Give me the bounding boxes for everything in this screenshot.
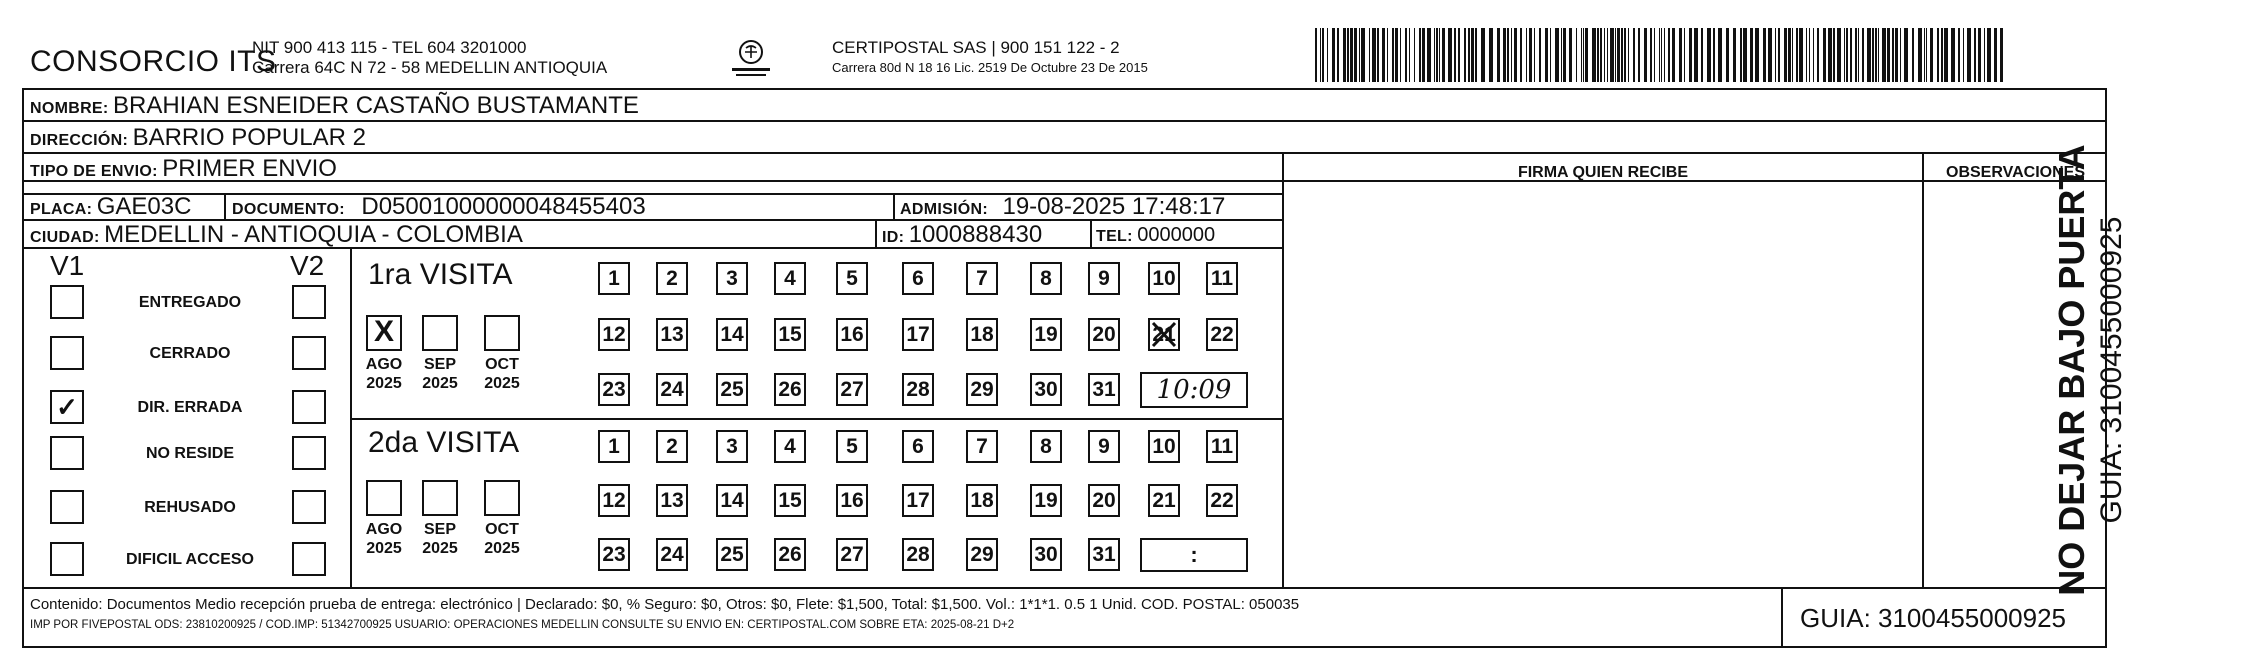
day-number: 31 <box>1092 543 1116 566</box>
day-number: 24 <box>660 543 684 566</box>
day-number: 22 <box>1210 489 1234 512</box>
year-label: 2025 <box>366 540 402 557</box>
day-number: 28 <box>906 378 930 401</box>
v2-header: V2 <box>290 250 325 281</box>
tel-label: TEL: <box>1096 228 1133 245</box>
day-box-1[interactable] <box>598 262 630 295</box>
day-number: 19 <box>1034 323 1058 346</box>
admision-value: 19-08-2025 17:48:17 <box>1002 193 1226 220</box>
id-value: 1000888430 <box>908 221 1043 248</box>
day-number: 8 <box>1040 267 1052 290</box>
day-box-25[interactable] <box>716 373 748 406</box>
day-number: 27 <box>840 543 864 566</box>
day-number: 10 <box>1152 435 1176 458</box>
v2-checkbox[interactable] <box>292 336 326 370</box>
v1-checkbox[interactable] <box>50 436 84 470</box>
status-option-label: DIR. ERRADA <box>137 399 243 416</box>
day-box-18[interactable] <box>966 318 998 351</box>
day-box-5[interactable] <box>836 262 868 295</box>
day-number: 14 <box>720 489 744 512</box>
visit2-title: 2da VISITA <box>368 426 520 459</box>
footer-guia: GUIA: 3100455000925 <box>1800 603 2066 633</box>
day-box-4[interactable] <box>774 430 806 463</box>
visit1-title: 1ra VISITA <box>368 258 513 291</box>
day-number: 21 <box>1152 489 1176 512</box>
day-box-3[interactable] <box>716 262 748 295</box>
day-box-27[interactable] <box>836 538 868 571</box>
nombre-label: NOMBRE: <box>30 100 109 117</box>
day-box-15[interactable] <box>774 484 806 517</box>
nombre-value: BRAHIAN ESNEIDER CASTAÑO BUSTAMANTE <box>113 92 639 119</box>
day-box-7[interactable] <box>966 430 998 463</box>
company-name: CONSORCIO ITS <box>30 45 277 78</box>
day-box-8[interactable] <box>1030 430 1062 463</box>
day-box-27[interactable] <box>836 373 868 406</box>
footer-contents-line: Contenido: Documentos Medio recepción prueba de entrega: electrónico | Declarado: $0, % Seguro: $0, Otros: $0, Flete: $1,500, Total: $1,500. Vol.: 1*1*1. 0.5 1 Unid. COD. POSTAL: 050035 <box>30 596 1300 613</box>
tel-value: 0000000 <box>1137 224 1216 246</box>
month-checkbox-ago[interactable] <box>366 315 402 351</box>
day-number: 16 <box>840 323 864 346</box>
day-box-28[interactable] <box>902 373 934 406</box>
day-number: 3 <box>726 267 738 290</box>
day-box-9[interactable] <box>1088 262 1120 295</box>
day-number: 17 <box>906 489 930 512</box>
day-number: 14 <box>720 323 744 346</box>
day-number: 20 <box>1092 323 1116 346</box>
v1-checkbox[interactable] <box>50 285 84 319</box>
day-number: 23 <box>602 543 626 566</box>
v2-checkbox[interactable] <box>292 285 326 319</box>
day-box-25[interactable] <box>716 538 748 571</box>
day-number: 24 <box>660 378 684 401</box>
day-number: 17 <box>906 323 930 346</box>
day-box-13[interactable] <box>656 318 688 351</box>
day-number: 11 <box>1210 435 1234 458</box>
day-number: 9 <box>1098 267 1110 290</box>
day-box-1[interactable] <box>598 430 630 463</box>
day-number: 5 <box>846 435 858 458</box>
day-number: 25 <box>720 378 744 401</box>
day-box-8[interactable] <box>1030 262 1062 295</box>
month-checkbox-sep[interactable] <box>422 315 458 351</box>
day-box-26[interactable] <box>774 373 806 406</box>
day-number: 18 <box>970 323 994 346</box>
day-number: 30 <box>1034 378 1058 401</box>
id-label: ID: <box>882 229 905 246</box>
day-number: 18 <box>970 489 994 512</box>
day-box-15[interactable] <box>774 318 806 351</box>
v1-checkbox[interactable] <box>50 390 84 424</box>
day-number: 13 <box>660 489 684 512</box>
day-number: 6 <box>912 435 924 458</box>
day-number: 25 <box>720 543 744 566</box>
status-option-label: NO RESIDE <box>145 445 234 462</box>
status-option-label: ENTREGADO <box>138 294 242 311</box>
day-box-24[interactable] <box>656 373 688 406</box>
status-option-label: DIFICIL ACCESO <box>125 551 254 568</box>
visit1-time-box[interactable]: 10:09 <box>1140 372 1248 408</box>
year-label: 2025 <box>484 375 520 392</box>
day-number: 26 <box>778 543 802 566</box>
day-box-26[interactable] <box>774 538 806 571</box>
side-guia: GUIA: 3100455000925 <box>2095 216 2128 524</box>
day-box-2[interactable] <box>656 430 688 463</box>
day-number: 1 <box>608 267 620 290</box>
day-box-13[interactable] <box>656 484 688 517</box>
day-number: 6 <box>912 267 924 290</box>
day-number: 13 <box>660 323 684 346</box>
day-number: 21 <box>1152 323 1176 346</box>
day-number: 8 <box>1040 435 1052 458</box>
day-number: 29 <box>970 378 994 401</box>
day-box-7[interactable] <box>966 262 998 295</box>
day-box-16[interactable] <box>836 484 868 517</box>
v1-checkbox[interactable] <box>50 542 84 576</box>
v2-checkbox[interactable] <box>292 490 326 524</box>
day-number: 30 <box>1034 543 1058 566</box>
day-box-31[interactable] <box>1088 538 1120 571</box>
month-label: AGO <box>365 356 403 373</box>
v1-header: V1 <box>50 250 85 281</box>
day-number: 19 <box>1034 489 1058 512</box>
day-box-16[interactable] <box>836 318 868 351</box>
day-box-19[interactable] <box>1030 484 1062 517</box>
day-box-12[interactable] <box>598 318 630 351</box>
day-box-14[interactable] <box>716 484 748 517</box>
ciudad-value: MEDELLIN - ANTIOQUIA - COLOMBIA <box>104 221 523 248</box>
admision-label: ADMISIÓN: <box>900 201 989 218</box>
day-box-10[interactable] <box>1148 262 1180 295</box>
footer-imp-line: IMP POR FIVEPOSTAL ODS: 23810200925 / COD.IMP: 51342700925 USUARIO: OPERACIONES MEDELLIN CONSULTE SU ENVIO EN: CERTIPOSTAL.COM SOBRE ETA: 2025-08-21 D+2 <box>30 619 1015 631</box>
day-box-12[interactable] <box>598 484 630 517</box>
day-box-6[interactable] <box>902 262 934 295</box>
documento-label: DOCUMENTO: <box>232 201 345 218</box>
day-number: 27 <box>840 378 864 401</box>
day-number: 12 <box>602 489 626 512</box>
day-box-21[interactable] <box>1148 484 1180 517</box>
day-box-18[interactable] <box>966 484 998 517</box>
day-box-4[interactable] <box>774 262 806 295</box>
carrier-address-line: Carrera 80d N 18 16 Lic. 2519 De Octubre 23 De 2015 <box>832 60 1148 75</box>
day-number: 15 <box>778 489 802 512</box>
day-box-22[interactable] <box>1206 484 1238 517</box>
day-number: 9 <box>1098 435 1110 458</box>
day-box-23[interactable] <box>598 373 630 406</box>
v1-checkbox[interactable] <box>50 336 84 370</box>
direccion-label: DIRECCIÓN: <box>30 132 129 149</box>
day-number: 31 <box>1092 378 1116 401</box>
year-label: 2025 <box>422 540 458 557</box>
day-box-19[interactable] <box>1030 318 1062 351</box>
barcode <box>1315 28 2015 82</box>
x-mark-icon: X <box>373 315 394 348</box>
day-number: 23 <box>602 378 626 401</box>
day-box-29[interactable] <box>966 373 998 406</box>
day-box-30[interactable] <box>1030 373 1062 406</box>
month-checkbox-oct[interactable] <box>484 315 520 351</box>
day-number: 3 <box>726 435 738 458</box>
side-text <box>2050 70 2170 670</box>
month-label: AGO <box>365 521 403 538</box>
day-box-17[interactable] <box>902 484 934 517</box>
day-number: 7 <box>976 267 988 290</box>
day-box-23[interactable] <box>598 538 630 571</box>
day-box-9[interactable] <box>1088 430 1120 463</box>
year-label: 2025 <box>422 375 458 392</box>
day-number: 7 <box>976 435 988 458</box>
company-nit-line: NIT 900 413 115 - TEL 604 3201000 <box>252 38 527 57</box>
day-box-10[interactable] <box>1148 430 1180 463</box>
carrier-name-line: CERTIPOSTAL SAS | 900 151 122 - 2 <box>832 38 1120 57</box>
day-box-5[interactable] <box>836 430 868 463</box>
day-box-21[interactable] <box>1148 318 1180 351</box>
v2-checkbox[interactable] <box>292 542 326 576</box>
v1-checkbox[interactable] <box>50 490 84 524</box>
day-box-2[interactable] <box>656 262 688 295</box>
day-box-28[interactable] <box>902 538 934 571</box>
month-checkbox-ago[interactable] <box>366 480 402 516</box>
day-number: 4 <box>784 267 796 290</box>
day-box-22[interactable] <box>1206 318 1238 351</box>
day-number: 2 <box>666 267 678 290</box>
company-address-line: Carrera 64C N 72 - 58 MEDELLIN ANTIOQUIA <box>252 58 608 77</box>
ciudad-label: CIUDAD: <box>30 229 100 246</box>
day-number: 28 <box>906 543 930 566</box>
day-number: 5 <box>846 267 858 290</box>
day-number: 12 <box>602 323 626 346</box>
check-mark-icon: ✓ <box>56 392 78 422</box>
day-number: 4 <box>784 435 796 458</box>
placa-value: GAE03C <box>96 193 192 220</box>
firma-area[interactable] <box>1284 193 1922 587</box>
day-box-31[interactable] <box>1088 373 1120 406</box>
day-number: 11 <box>1210 267 1234 290</box>
month-label: SEP <box>423 356 456 373</box>
year-label: 2025 <box>484 540 520 557</box>
month-label: SEP <box>423 521 456 538</box>
day-number: 26 <box>778 378 802 401</box>
month-checkbox-oct[interactable] <box>484 480 520 516</box>
day-box-11[interactable] <box>1206 430 1238 463</box>
day-number: 29 <box>970 543 994 566</box>
day-box-20[interactable] <box>1088 484 1120 517</box>
month-checkbox-sep[interactable] <box>422 480 458 516</box>
status-option-label: CERRADO <box>149 345 231 362</box>
day-box-30[interactable] <box>1030 538 1062 571</box>
day-box-11[interactable] <box>1206 262 1238 295</box>
status-option-label: REHUSADO <box>144 499 236 516</box>
year-label: 2025 <box>366 375 402 392</box>
firma-header: FIRMA QUIEN RECIBE <box>1517 164 1689 181</box>
day-number: 22 <box>1210 323 1234 346</box>
v2-checkbox[interactable] <box>292 390 326 424</box>
day-box-14[interactable] <box>716 318 748 351</box>
direccion-value: BARRIO POPULAR 2 <box>132 124 366 151</box>
tipo-envio-value: PRIMER ENVIO <box>162 155 337 182</box>
month-label: OCT <box>485 521 519 538</box>
day-box-6[interactable] <box>902 430 934 463</box>
day-number: 1 <box>608 435 620 458</box>
placa-label: PLACA: <box>30 201 93 218</box>
day-box-3[interactable] <box>716 430 748 463</box>
day-box-17[interactable] <box>902 318 934 351</box>
side-warning: NO DEJAR BAJO PUERTA <box>2051 144 2092 596</box>
observaciones-header: OBSERVACIONES <box>1946 164 2085 181</box>
day-number: 2 <box>666 435 678 458</box>
day-number: 16 <box>840 489 864 512</box>
day-box-24[interactable] <box>656 538 688 571</box>
day-box-29[interactable] <box>966 538 998 571</box>
day-box-20[interactable] <box>1088 318 1120 351</box>
v2-checkbox[interactable] <box>292 436 326 470</box>
day-number: 10 <box>1152 267 1176 290</box>
certipostal-logo <box>728 38 774 80</box>
day-number: 20 <box>1092 489 1116 512</box>
day-number: 15 <box>778 323 802 346</box>
visit2-time-box[interactable]: : <box>1140 538 1248 572</box>
tipo-envio-label: TIPO DE ENVIO: <box>30 163 158 180</box>
month-label: OCT <box>485 356 519 373</box>
documento-value: D05001000000048455403 <box>361 193 646 220</box>
